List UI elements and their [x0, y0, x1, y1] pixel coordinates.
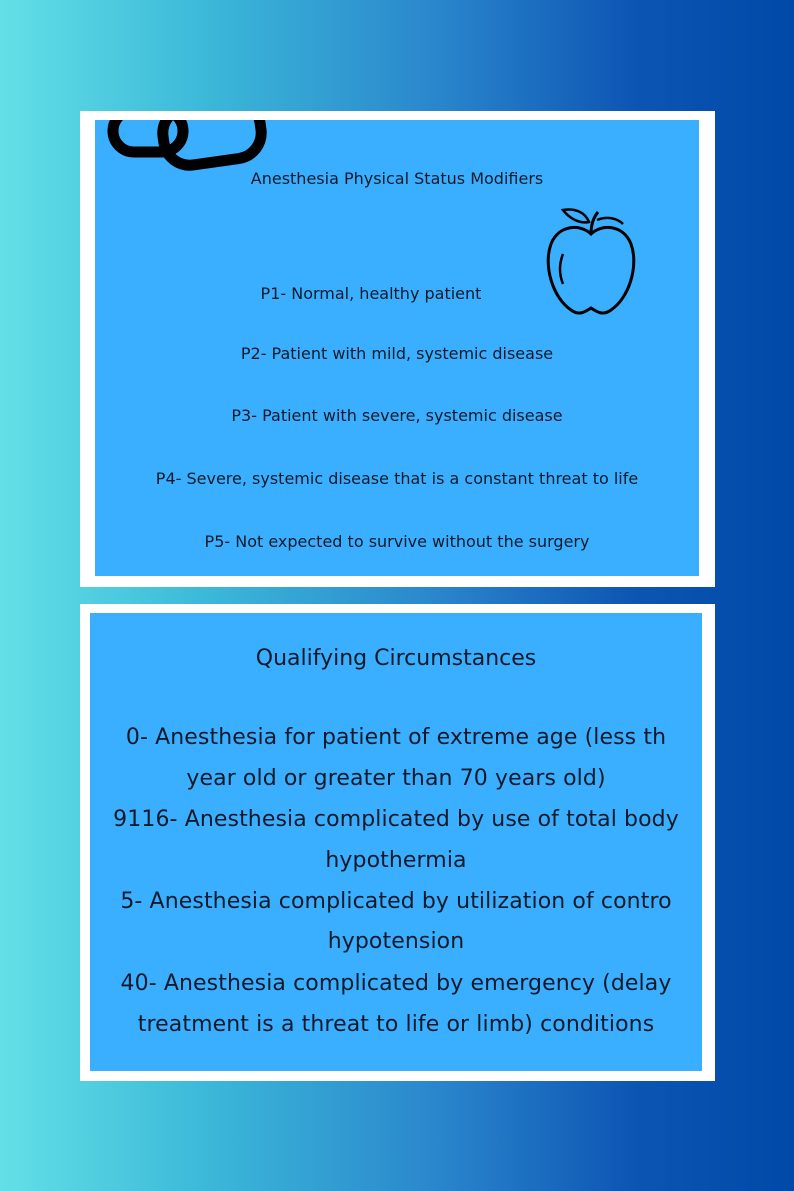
- status-item-p4: P4- Severe, systemic disease that is a constant threat to life: [155, 469, 639, 488]
- physical-status-panel: [95, 120, 699, 576]
- status-item-p5: P5- Not expected to survive without the surgery: [204, 532, 590, 551]
- circumstance-line: 0- Anesthesia for patient of extreme age (less th: [125, 725, 667, 750]
- circumstance-line: hypothermia: [325, 848, 467, 873]
- physical-status-title: Anesthesia Physical Status Modifiers: [250, 169, 544, 188]
- qualifying-circumstances-title: Qualifying Circumstances: [255, 646, 537, 671]
- circumstance-line: 9116- Anesthesia complicated by use of total body: [113, 807, 679, 832]
- circumstance-line: treatment is a threat to life or limb) conditions: [137, 1012, 655, 1037]
- status-item-p3: P3- Patient with severe, systemic disease: [231, 406, 563, 425]
- apple-icon: [541, 206, 641, 321]
- circumstance-line: hypotension: [327, 929, 465, 954]
- physical-status-card: [80, 111, 715, 587]
- circumstance-line: 40- Anesthesia complicated by emergency (delay: [120, 971, 672, 996]
- status-item-p2: P2- Patient with mild, systemic disease: [240, 344, 554, 363]
- circumstance-line: 5- Anesthesia complicated by utilization of contro: [120, 889, 672, 914]
- qualifying-circumstances-card: [80, 604, 715, 1081]
- qualifying-circumstances-panel: [90, 613, 702, 1071]
- circumstance-line: year old or greater than 70 years old): [186, 766, 606, 791]
- status-item-p1: P1- Normal, healthy patient: [260, 284, 482, 303]
